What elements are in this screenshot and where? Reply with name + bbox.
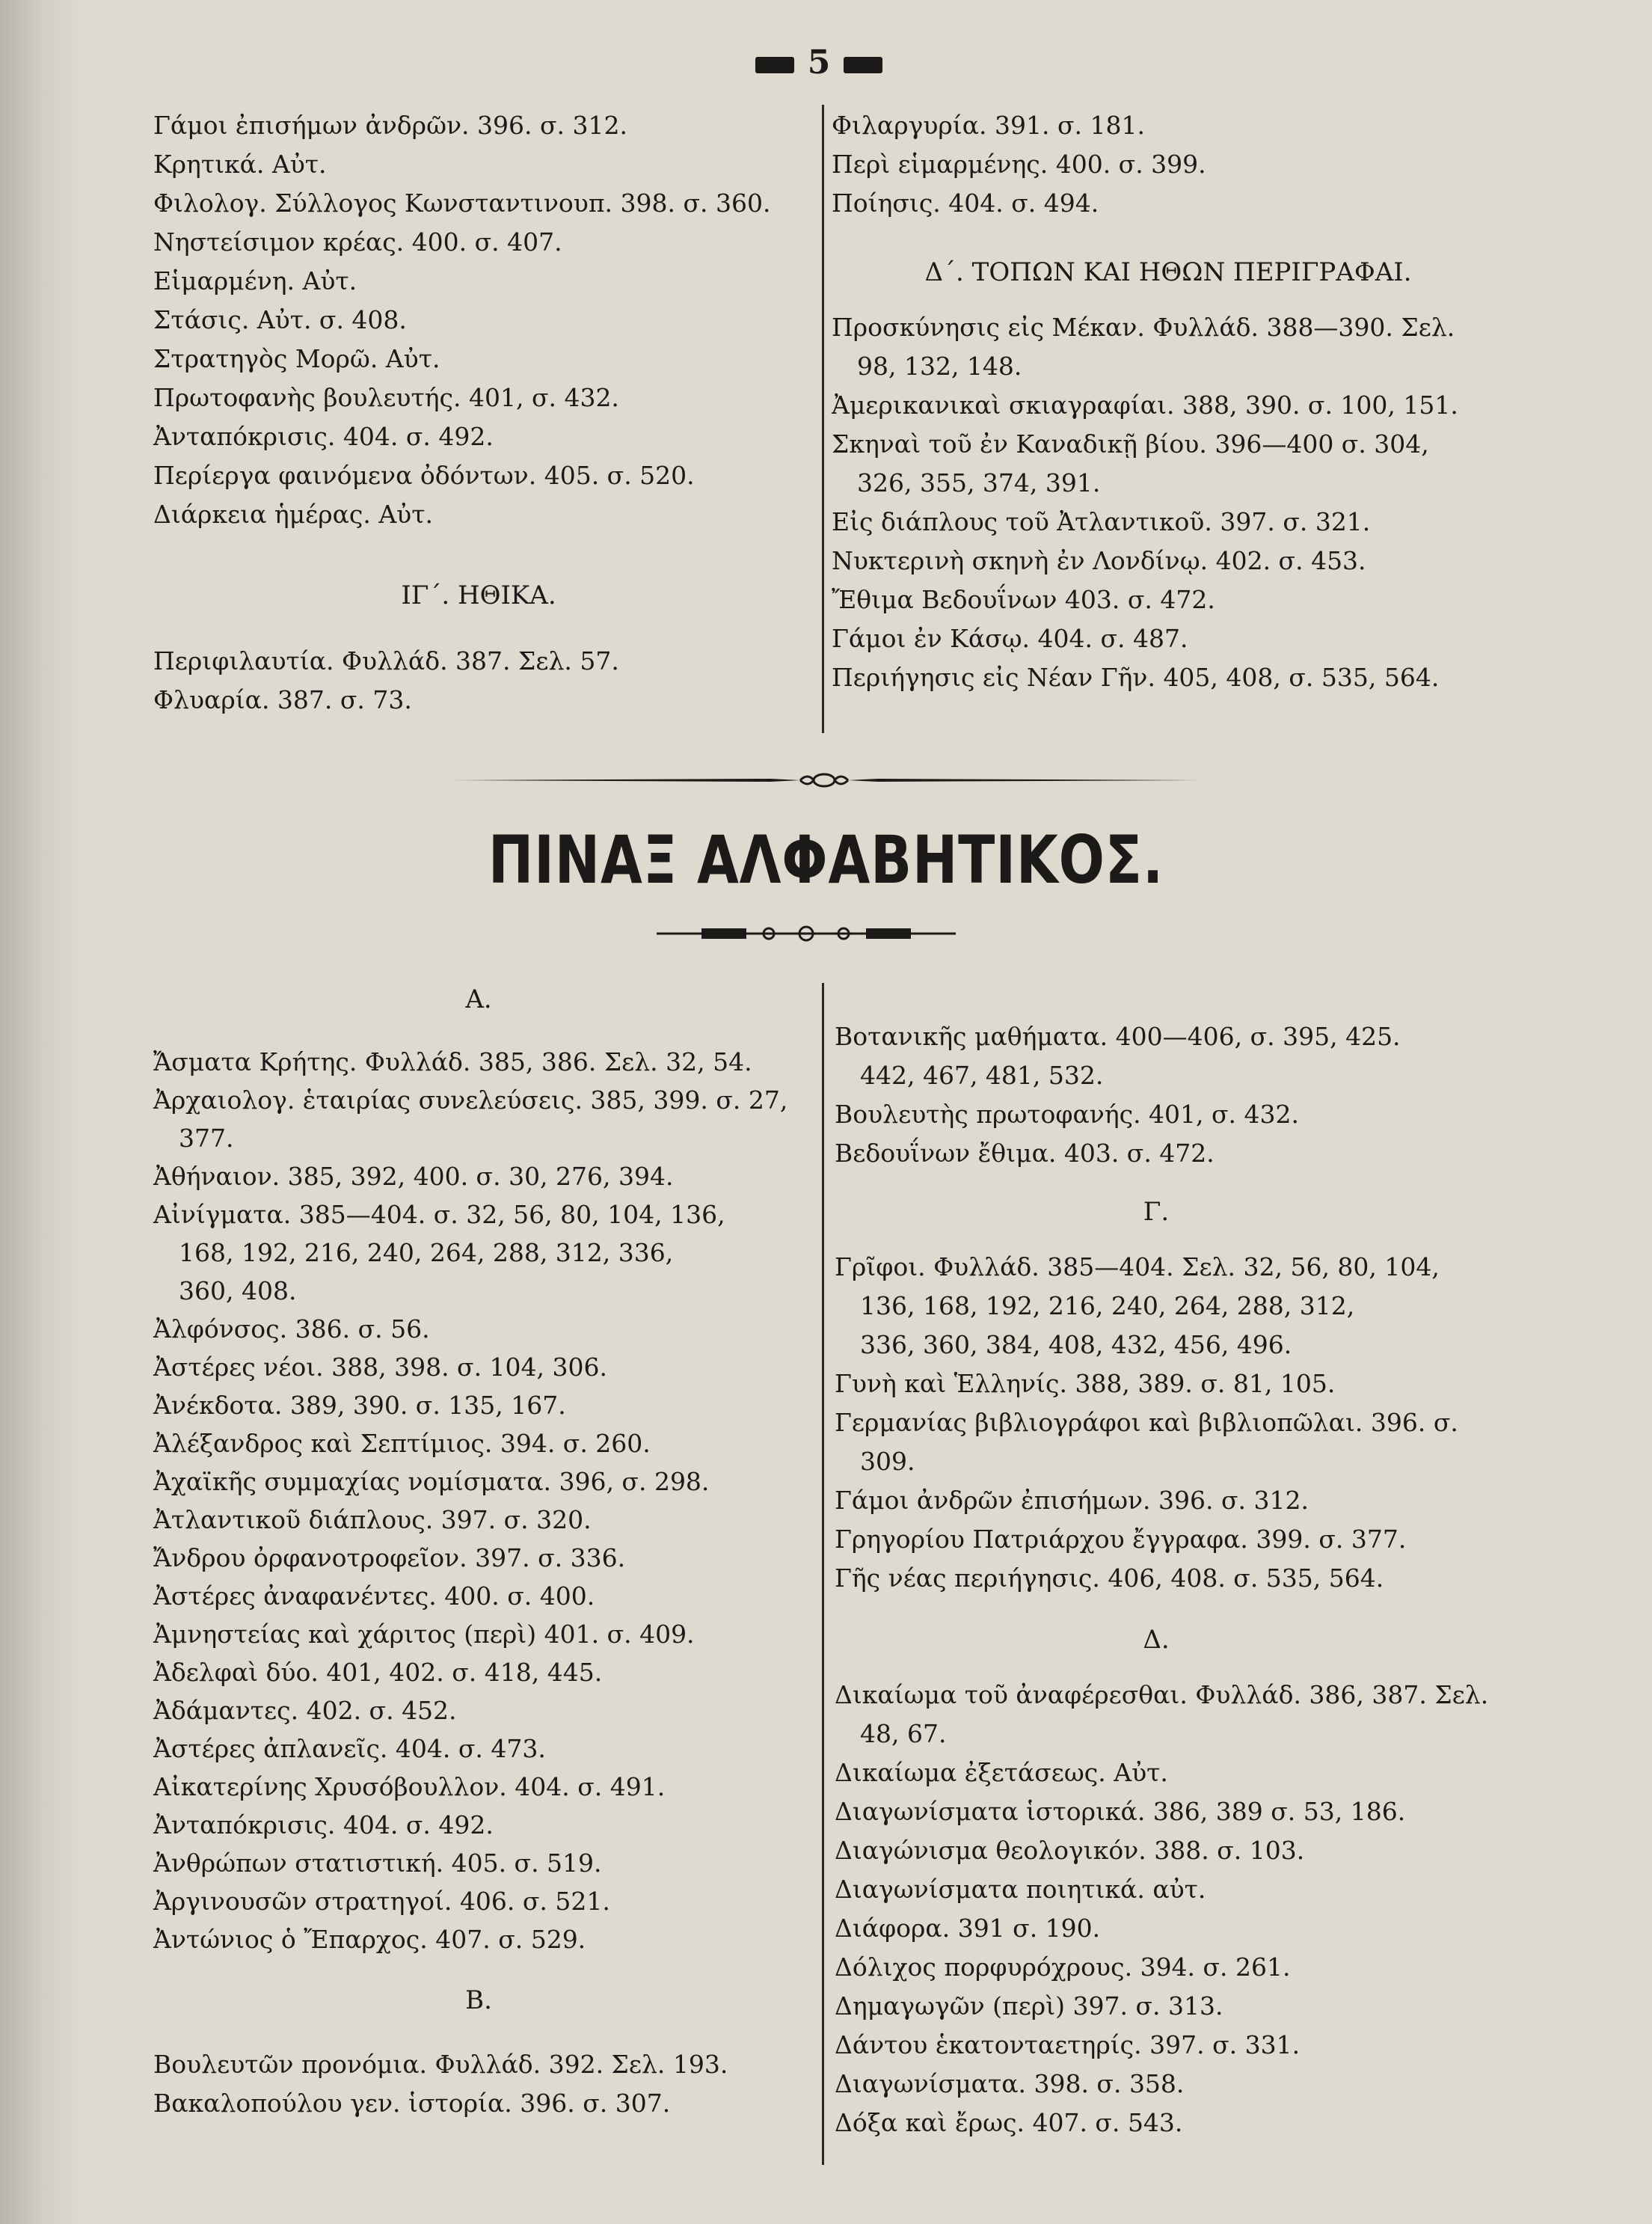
index-entry: Περιήγησις εἰς Νέαν Γῆν. 405, 408, σ. 535, 564. <box>832 663 1440 692</box>
page-binding-shadow <box>0 0 82 2224</box>
index-entry: Αἰνίγματα. 385—404. σ. 32, 56, 80, 104, 136, <box>153 1200 725 1229</box>
index-entry: Γερμανίας βιβλιογράφοι καὶ βιβλιοπῶλαι. 396. σ. <box>835 1408 1458 1437</box>
index-entry-cont: 48, 67. <box>860 1719 947 1748</box>
index-entry: Στάσις. Αὐτ. σ. 408. <box>153 305 407 334</box>
index-entry: Δικαίωμα τοῦ ἀναφέρεσθαι. Φυλλάδ. 386, 387. Σελ. <box>835 1680 1489 1709</box>
index-entry: Ἀχαϊκῆς συμμαχίας νομίσματα. 396, σ. 298. <box>153 1467 710 1496</box>
index-entry: Στρατηγὸς Μορῶ. Αὐτ. <box>153 344 440 373</box>
index-entry: Ἀνθρώπων στατιστική. 405. σ. 519. <box>153 1848 602 1878</box>
index-entry: Ἀνέκδοτα. 389, 390. σ. 135, 167. <box>153 1391 566 1420</box>
index-entry: Βοτανικῆς μαθήματα. 400—406, σ. 395, 425. <box>835 1022 1401 1051</box>
index-entry: Περιφιλαυτία. Φυλλάδ. 387. Σελ. 57. <box>153 646 619 676</box>
index-entry: Γρηγορίου Πατριάρχου ἔγγραφα. 399. σ. 377. <box>835 1525 1407 1554</box>
index-entry: Γάμοι ἐν Κάσῳ. 404. σ. 487. <box>832 624 1188 653</box>
index-entry: Διάρκεια ἡμέρας. Αὐτ. <box>153 500 433 529</box>
index-entry: Διάφορα. 391 σ. 190. <box>835 1914 1101 1943</box>
index-entry-cont: 442, 467, 481, 532. <box>860 1061 1104 1090</box>
index-entry: Γρῖφοι. Φυλλάδ. 385—404. Σελ. 32, 56, 80, 104, <box>835 1252 1440 1281</box>
index-entry: Φιλολογ. Σύλλογος Κωνσταντινουπ. 398. σ. 360. <box>153 189 771 218</box>
letter-heading-d: Δ. <box>1143 1625 1170 1655</box>
index-entry: Ἀμνηστείας καὶ χάριτος (περὶ) 401. σ. 409. <box>153 1620 695 1649</box>
index-entry: Ἀνταπόκρισις. 404. σ. 492. <box>153 1810 494 1839</box>
index-entry: Ἀλφόνσος. 386. σ. 56. <box>153 1314 430 1344</box>
index-entry-cont: 360, 408. <box>179 1276 297 1305</box>
index-entry: Πρωτοφανὴς βουλευτής. 401, σ. 432. <box>153 383 619 412</box>
index-entry: Βακαλοπούλου γεν. ἱστορία. 396. σ. 307. <box>153 2089 671 2118</box>
index-entry: Ἔθιμα Βεδουΐνων 403. σ. 472. <box>832 585 1215 614</box>
index-entry: Νηστείσιμον κρέας. 400. σ. 407. <box>153 227 562 257</box>
index-entry: Φιλαργυρία. 391. σ. 181. <box>832 111 1145 140</box>
index-entry: Εἰς διάπλους τοῦ Ἀτλαντικοῦ. 397. σ. 321. <box>832 507 1371 536</box>
index-entry: Διαγώνισμα θεολογικόν. 388. σ. 103. <box>835 1836 1305 1865</box>
index-entry: Βουλευτῶν προνόμια. Φυλλάδ. 392. Σελ. 193. <box>153 2050 728 2079</box>
index-entry: Διαγωνίσματα. 398. σ. 358. <box>835 2069 1185 2098</box>
index-entry: Προσκύνησις εἰς Μέκαν. Φυλλάδ. 388—390. Σελ. <box>832 313 1455 342</box>
index-entry: Ἄσματα Κρήτης. Φυλλάδ. 385, 386. Σελ. 32, 54. <box>153 1047 752 1076</box>
index-entry: Ἀντώνιος ὁ Ἔπαρχος. 407. σ. 529. <box>153 1925 586 1954</box>
index-entry: Ἀδάμαντες. 402. σ. 452. <box>153 1696 457 1725</box>
page-title: ΠΙΝΑΞ ΑΛΦΑΒΗΤΙΚΟΣ. <box>488 821 1164 898</box>
column-divider-top <box>822 105 824 733</box>
index-entry: Σκηναὶ τοῦ ἐν Καναδικῇ βίου. 396—400 σ. 304, <box>832 429 1429 459</box>
index-entry: Ἀρχαιολογ. ἑταιρίας συνελεύσεις. 385, 399. σ. 27, <box>153 1085 788 1115</box>
index-entry: Διαγωνίσματα ἱστορικά. 386, 389 σ. 53, 186. <box>835 1797 1406 1826</box>
index-entry: Ἀστέρες ἀπλανεῖς. 404. σ. 473. <box>153 1734 546 1763</box>
index-entry: Ἀργινουσῶν στρατηγοί. 406. σ. 521. <box>153 1887 610 1916</box>
index-entry: Βεδουΐνων ἔθιμα. 403. σ. 472. <box>835 1139 1215 1168</box>
index-entry: Γάμοι ἀνδρῶν ἐπισήμων. 396. σ. 312. <box>835 1486 1309 1515</box>
index-entry: Εἱμαρμένη. Αὐτ. <box>153 266 357 295</box>
index-entry: Ἄνδρου ὀρφανοτροφεῖον. 397. σ. 336. <box>153 1543 626 1572</box>
page-number-header <box>740 39 897 84</box>
index-entry: Περίεργα φαινόμενα ὀδόντων. 405. σ. 520. <box>153 461 695 490</box>
index-entry-cont: 326, 355, 374, 391. <box>857 468 1101 497</box>
index-entry: Νυκτερινὴ σκηνὴ ἐν Λονδίνῳ. 402. σ. 453. <box>832 546 1366 575</box>
index-entry: Ποίησις. 404. σ. 494. <box>832 189 1099 218</box>
page-number: 5 <box>807 43 831 82</box>
letter-heading-a: Α. <box>465 984 492 1014</box>
index-entry: Βουλευτὴς πρωτοφανής. 401, σ. 432. <box>835 1100 1300 1129</box>
index-entry-cont: 98, 132, 148. <box>857 352 1022 381</box>
index-entry: Γῆς νέας περιήγησις. 406, 408. σ. 535, 564. <box>835 1563 1384 1593</box>
index-entry: Ἀδελφαὶ δύο. 401, 402. σ. 418, 445. <box>153 1658 603 1687</box>
index-entry: Διαγωνίσματα ποιητικά. αὐτ. <box>835 1875 1206 1904</box>
letter-heading-g: Γ. <box>1143 1197 1170 1227</box>
section-heading-topoi: Δ΄. ΤΟΠΩΝ ΚΑΙ ΗΘΩΝ ΠΕΡΙΓΡΑΦΑΙ. <box>924 257 1412 287</box>
section-heading-ethika: ΙΓ΄. ΗΘΙΚΑ. <box>401 580 556 610</box>
header-ornament-right <box>844 57 882 73</box>
index-entry: Δάντου ἑκατονταετηρίς. 397. σ. 331. <box>835 2030 1301 2059</box>
index-entry: Ἀτλαντικοῦ διάπλους. 397. σ. 320. <box>153 1505 592 1534</box>
index-entry: Περὶ εἱμαρμένης. 400. σ. 399. <box>832 150 1206 179</box>
ornamental-rule <box>449 769 1200 791</box>
index-entry: Γυνὴ καὶ Ἑλληνίς. 388, 389. σ. 81, 105. <box>835 1369 1336 1398</box>
index-entry: Γάμοι ἐπισήμων ἀνδρῶν. 396. σ. 312. <box>153 111 627 140</box>
index-entry: Ἀνταπόκρισις. 404. σ. 492. <box>153 422 494 451</box>
title-ornament <box>657 925 956 943</box>
index-entry: Ἀστέρες νέοι. 388, 398. σ. 104, 306. <box>153 1353 608 1382</box>
index-entry: Ἀστέρες ἀναφανέντες. 400. σ. 400. <box>153 1581 595 1611</box>
index-entry: Δόξα καὶ ἔρως. 407. σ. 543. <box>835 2108 1183 2137</box>
index-entry: Φλυαρία. 387. σ. 73. <box>153 685 412 714</box>
index-entry: Δόλιχος πορφυρόχρους. 394. σ. 261. <box>835 1952 1291 1982</box>
index-entry: Δικαίωμα ἐξετάσεως. Αὐτ. <box>835 1758 1168 1787</box>
index-entry: Ἀμερικανικαὶ σκιαγραφίαι. 388, 390. σ. 100, 151. <box>832 390 1458 420</box>
letter-heading-b: Β. <box>465 1985 492 2015</box>
index-entry: Κρητικά. Αὐτ. <box>153 150 327 179</box>
column-divider-bottom <box>822 983 824 2165</box>
index-entry-cont: 377. <box>179 1124 234 1153</box>
index-entry: Ἀθήναιον. 385, 392, 400. σ. 30, 276, 394. <box>153 1162 674 1191</box>
index-entry-cont: 309. <box>860 1447 915 1476</box>
index-entry: Δημαγωγῶν (περὶ) 397. σ. 313. <box>835 1991 1223 2021</box>
index-entry-cont: 168, 192, 216, 240, 264, 288, 312, 336, <box>179 1238 674 1267</box>
index-entry-cont: 136, 168, 192, 216, 240, 264, 288, 312, <box>860 1291 1355 1320</box>
index-entry-cont: 336, 360, 384, 408, 432, 456, 496. <box>860 1330 1292 1359</box>
index-entry: Αἰκατερίνης Χρυσόβουλλον. 404. σ. 491. <box>153 1772 666 1801</box>
index-entry: Ἀλέξανδρος καὶ Σεπτίμιος. 394. σ. 260. <box>153 1429 651 1458</box>
